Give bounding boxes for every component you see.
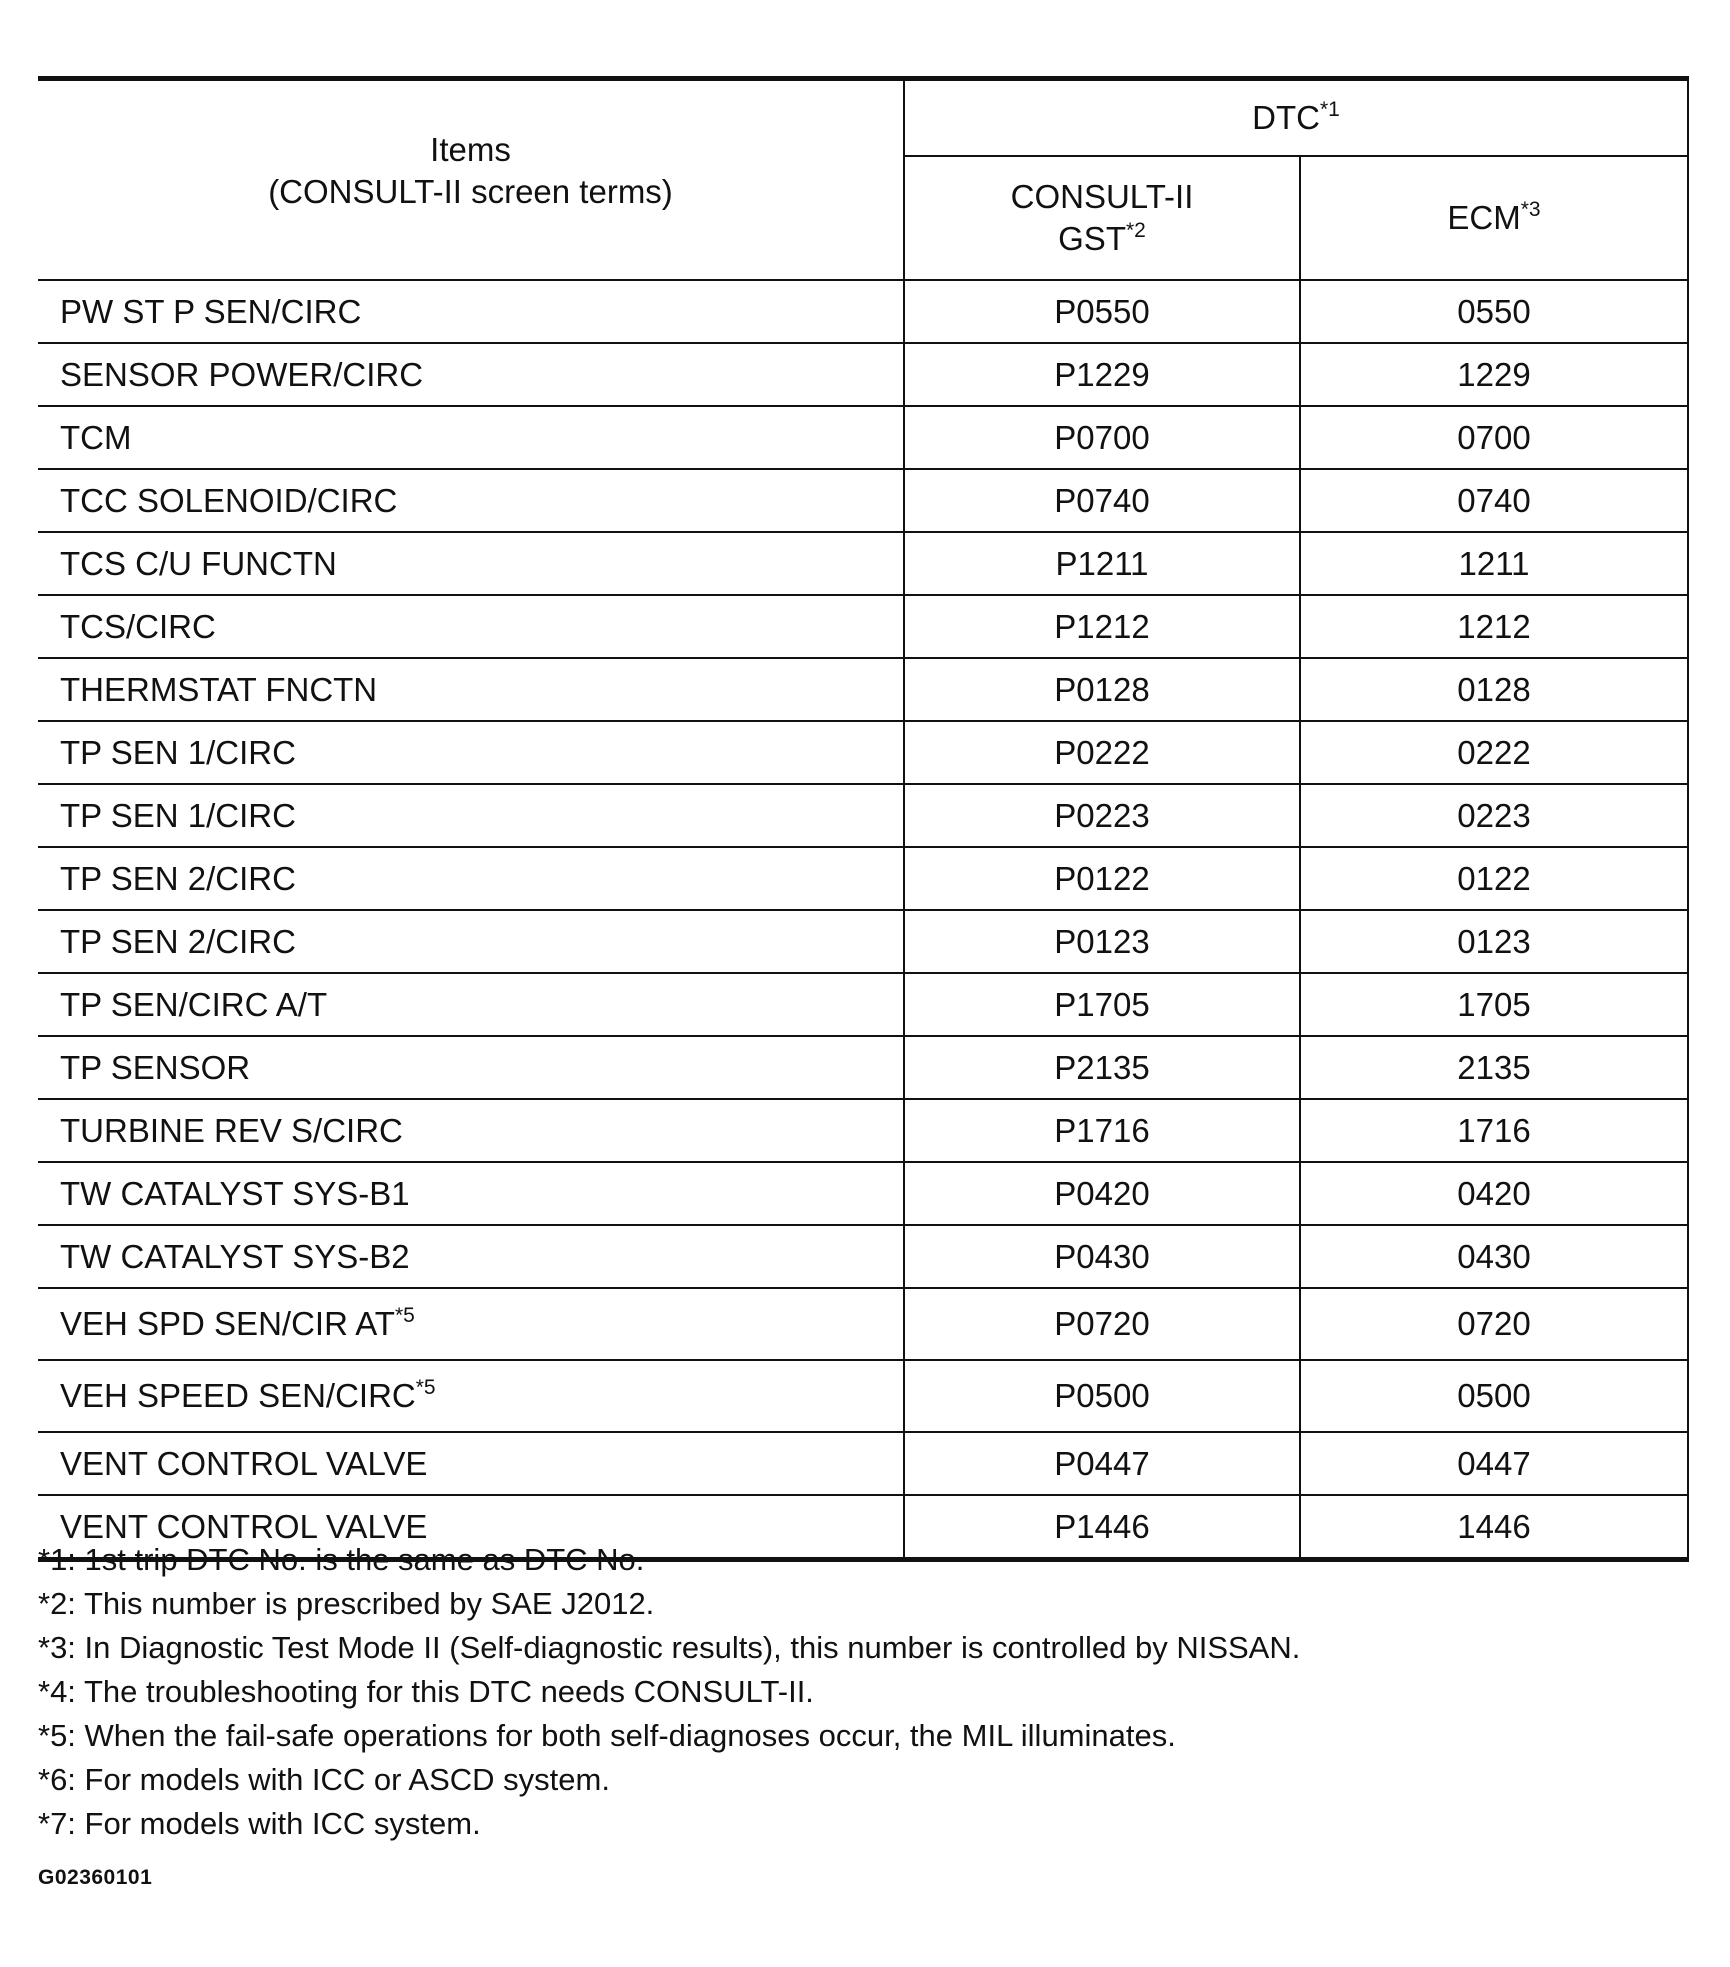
gst-code-cell: P0222	[904, 721, 1300, 784]
footnote: *2: This number is prescribed by SAE J2012.	[38, 1586, 655, 1621]
table-row	[38, 973, 1688, 1036]
ecm-code-cell: 0420	[1300, 1162, 1688, 1225]
gst-code-cell: P0500	[904, 1360, 1300, 1432]
ecm-code-cell: 0500	[1300, 1360, 1688, 1432]
item-text: TCC SOLENOID/CIRC	[60, 481, 398, 519]
ecm-code-cell: 0122	[1300, 847, 1688, 910]
gst-code-cell: P0447	[904, 1432, 1300, 1495]
footnote: *3: In Diagnostic Test Mode II (Self-diagnostic results), this number is controlled by NISSAN.	[38, 1630, 1301, 1665]
dtc-header-mark: *1	[1319, 97, 1340, 121]
item-cell	[38, 1036, 904, 1099]
gst-code-cell: P1211	[904, 532, 1300, 595]
gst-code-cell: P1705	[904, 973, 1300, 1036]
items-column-header	[38, 79, 904, 281]
table-row	[38, 1360, 1688, 1432]
item-cell	[38, 910, 904, 973]
items-header-label: Items	[430, 130, 511, 168]
ecm-code-cell: 0740	[1300, 469, 1688, 532]
item-cell	[38, 280, 904, 343]
item-cell	[38, 1225, 904, 1288]
item-cell	[38, 1288, 904, 1360]
gst-code-cell: P0420	[904, 1162, 1300, 1225]
item-cell	[38, 532, 904, 595]
dtc-header-label: DTC	[1252, 98, 1320, 136]
ecm-code-cell: 0447	[1300, 1432, 1688, 1495]
footnotes	[38, 1538, 1688, 1846]
item-cell	[38, 784, 904, 847]
ecm-column-header	[1300, 156, 1688, 280]
table-row	[38, 721, 1688, 784]
gst-column-header	[904, 156, 1300, 280]
gst-code-cell: P0550	[904, 280, 1300, 343]
table-row	[38, 658, 1688, 721]
item-text: TP SEN/CIRC A/T	[60, 985, 328, 1023]
gst-code-cell: P0720	[904, 1288, 1300, 1360]
item-text: TW CATALYST SYS-B1	[60, 1174, 410, 1212]
item-text: PW ST P SEN/CIRC	[60, 292, 362, 330]
ecm-code-cell: 1446	[1300, 1495, 1688, 1560]
table-header	[38, 79, 1688, 281]
table-row	[38, 784, 1688, 847]
item-text: VENT CONTROL VALVE	[60, 1507, 428, 1545]
item-cell	[38, 343, 904, 406]
dtc-column-header	[904, 79, 1688, 157]
item-text: SENSOR POWER/CIRC	[60, 355, 424, 393]
table-row	[38, 1036, 1688, 1099]
ecm-code-cell: 0223	[1300, 784, 1688, 847]
footnote: *7: For models with ICC system.	[38, 1806, 481, 1841]
item-cell	[38, 721, 904, 784]
item-text: TP SEN 2/CIRC	[60, 922, 296, 960]
item-text: TW CATALYST SYS-B2	[60, 1237, 410, 1275]
gst-code-cell: P0740	[904, 469, 1300, 532]
item-cell	[38, 658, 904, 721]
footnote: *5: When the fail-safe operations for both self-diagnoses occur, the MIL illuminates.	[38, 1718, 1176, 1753]
figure-id: G02360101	[38, 1866, 153, 1889]
item-text: VEH SPD SEN/CIR AT	[60, 1305, 395, 1342]
footnote: *1: 1st trip DTC No. is the same as DTC No.	[38, 1542, 645, 1577]
table-row	[38, 532, 1688, 595]
item-cell	[38, 406, 904, 469]
gst-code-cell: P0700	[904, 406, 1300, 469]
ecm-code-cell: 0123	[1300, 910, 1688, 973]
item-text: TCM	[60, 418, 132, 456]
item-footnote-mark: *5	[415, 1376, 436, 1399]
item-text: TURBINE REV S/CIRC	[60, 1111, 403, 1149]
ecm-code-cell: 0222	[1300, 721, 1688, 784]
item-cell	[38, 1099, 904, 1162]
gst-header-mark: *2	[1125, 219, 1146, 243]
table-row	[38, 280, 1688, 343]
item-cell	[38, 847, 904, 910]
gst-code-cell: P0223	[904, 784, 1300, 847]
gst-code-cell: P1212	[904, 595, 1300, 658]
ecm-code-cell: 1229	[1300, 343, 1688, 406]
table-row	[38, 469, 1688, 532]
gst-code-cell: P0430	[904, 1225, 1300, 1288]
table-row	[38, 910, 1688, 973]
gst-code-cell: P0122	[904, 847, 1300, 910]
gst-header-line1: CONSULT-II	[1010, 177, 1194, 215]
ecm-code-cell: 1211	[1300, 532, 1688, 595]
item-cell	[38, 1360, 904, 1432]
footnote: *6: For models with ICC or ASCD system.	[38, 1762, 610, 1797]
ecm-code-cell: 0720	[1300, 1288, 1688, 1360]
ecm-code-cell: 1212	[1300, 595, 1688, 658]
item-footnote-mark: *5	[394, 1304, 415, 1327]
ecm-code-cell: 1705	[1300, 973, 1688, 1036]
gst-code-cell: P2135	[904, 1036, 1300, 1099]
table-row	[38, 595, 1688, 658]
table-row	[38, 343, 1688, 406]
item-cell	[38, 469, 904, 532]
footnote: *4: The troubleshooting for this DTC needs CONSULT-II.	[38, 1674, 814, 1709]
ecm-code-cell: 0430	[1300, 1225, 1688, 1288]
item-cell	[38, 1162, 904, 1225]
ecm-header-label: ECM	[1447, 198, 1521, 236]
table-row	[38, 847, 1688, 910]
item-text: TCS/CIRC	[60, 607, 216, 645]
gst-code-cell: P1229	[904, 343, 1300, 406]
table-row	[38, 1162, 1688, 1225]
gst-code-cell: P0128	[904, 658, 1300, 721]
gst-code-cell: P1446	[904, 1495, 1300, 1560]
ecm-header-mark: *3	[1520, 197, 1541, 221]
table-row	[38, 1225, 1688, 1288]
table-row	[38, 406, 1688, 469]
item-text: TP SENSOR	[60, 1048, 251, 1086]
table-row	[38, 1288, 1688, 1360]
table-row	[38, 1432, 1688, 1495]
ecm-code-cell: 1716	[1300, 1099, 1688, 1162]
item-text: VEH SPEED SEN/CIRC	[60, 1377, 416, 1414]
item-text: VENT CONTROL VALVE	[60, 1444, 428, 1482]
items-header-sublabel: (CONSULT-II screen terms)	[268, 173, 673, 210]
item-text: THERMSTAT FNCTN	[60, 670, 378, 708]
ecm-code-cell: 2135	[1300, 1036, 1688, 1099]
ecm-code-cell: 0700	[1300, 406, 1688, 469]
table-body	[38, 280, 1688, 1560]
item-text: TP SEN 1/CIRC	[60, 733, 296, 771]
ecm-code-cell: 0128	[1300, 658, 1688, 721]
item-cell	[38, 973, 904, 1036]
item-cell	[38, 1432, 904, 1495]
item-cell	[38, 595, 904, 658]
item-text: TP SEN 1/CIRC	[60, 796, 296, 834]
gst-code-cell: P1716	[904, 1099, 1300, 1162]
item-text: TCS C/U FUNCTN	[60, 544, 337, 582]
ecm-code-cell: 0550	[1300, 280, 1688, 343]
item-text: TP SEN 2/CIRC	[60, 859, 296, 897]
gst-code-cell: P0123	[904, 910, 1300, 973]
gst-header-line2: GST	[1058, 220, 1126, 258]
dtc-table	[38, 76, 1689, 1562]
table-row	[38, 1099, 1688, 1162]
